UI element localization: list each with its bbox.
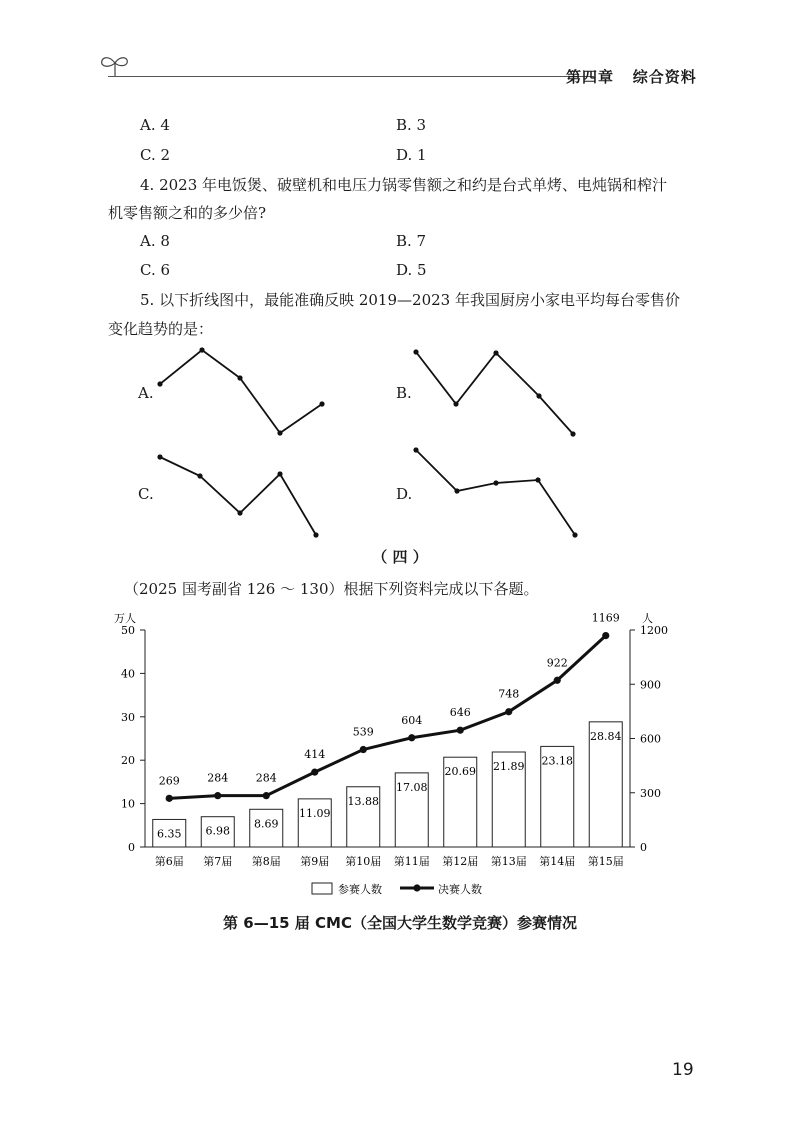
right-axis-tick-label: 1200 — [640, 624, 668, 637]
x-axis-tick-label: 第13届 — [490, 855, 527, 868]
x-axis-tick-label: 第11届 — [393, 855, 430, 868]
q4-text-line2: 机零售额之和的多少倍? — [108, 204, 267, 222]
section-intro: （2025 国考副省 126 ～ 130）根据下列资料完成以下各题。 — [124, 580, 539, 598]
line-point — [554, 677, 561, 684]
line-value-label: 284 — [255, 771, 277, 785]
x-axis-tick-label: 第10届 — [345, 855, 382, 868]
q5-option-b-label: B. — [396, 384, 412, 402]
bar-value-label: 23.18 — [541, 754, 573, 768]
page-number: 19 — [672, 1060, 694, 1080]
line-point — [360, 746, 367, 753]
q5-option-d-label: D. — [396, 485, 413, 503]
line-point — [263, 792, 270, 799]
q5-option-c-label: C. — [138, 485, 154, 503]
bar-value-label: 17.08 — [396, 780, 428, 794]
bar-value-label: 20.69 — [444, 765, 476, 779]
line-value-label: 1169 — [591, 611, 620, 625]
line-value-label: 414 — [304, 748, 326, 762]
x-axis-tick-label: 第12届 — [442, 855, 479, 868]
legend-line-marker — [413, 884, 420, 891]
bar-value-label: 8.69 — [254, 817, 279, 831]
chapter-header: 第四章 综合资料 — [566, 68, 697, 86]
line-point — [311, 769, 318, 776]
q5-text-line1: 5. 以下折线图中，最能准确反映 2019—2023 年我国厨房小家电平均每台零售价 — [140, 291, 680, 309]
q4-option-c: C. 6 — [140, 261, 171, 279]
line-value-label: 646 — [449, 706, 471, 720]
line-point — [602, 632, 609, 639]
line-value-label: 922 — [546, 656, 568, 670]
line-value-label: 284 — [207, 771, 229, 785]
bar-value-label: 6.98 — [205, 824, 230, 838]
right-axis-tick-label: 900 — [640, 678, 661, 692]
q5-option-d-line-chart — [406, 440, 586, 540]
right-axis-tick-label: 600 — [640, 732, 661, 746]
x-axis-tick-label: 第8届 — [251, 855, 281, 868]
q4-text-line1: 4. 2023 年电饭煲、破壁机和电压力锅零售额之和约是台式单烤、电炖锅和榨汁 — [140, 176, 668, 194]
x-axis-tick-label: 第7届 — [203, 855, 233, 868]
x-axis-tick-label: 第15届 — [587, 855, 624, 868]
bar-value-label: 28.84 — [590, 729, 622, 743]
line-value-label: 748 — [498, 687, 520, 701]
bar-value-label: 6.35 — [157, 827, 182, 841]
legend-line-label: 决赛人数 — [438, 883, 482, 896]
line-point — [457, 727, 464, 734]
left-axis-tick-label: 20 — [121, 754, 135, 768]
q4-option-d: D. 5 — [396, 261, 427, 279]
bar-value-label: 13.88 — [347, 794, 379, 808]
line-value-label: 269 — [158, 774, 180, 788]
line-point — [408, 734, 415, 741]
bar-value-label: 21.89 — [493, 759, 525, 773]
line-point — [214, 792, 221, 799]
line-value-label: 539 — [352, 725, 374, 739]
legend-bar-label: 参赛人数 — [338, 883, 382, 896]
line-value-label: 604 — [401, 713, 423, 727]
left-axis-tick-label: 50 — [121, 624, 135, 637]
q3-option-d: D. 1 — [396, 146, 427, 164]
q3-option-a: A. 4 — [140, 116, 170, 134]
left-axis-tick-label: 40 — [121, 667, 135, 681]
q5-option-c-line-chart — [150, 445, 330, 545]
legend-bar-swatch — [312, 883, 332, 894]
right-axis-tick-label: 300 — [640, 786, 661, 800]
cmc-participation-chart — [100, 608, 668, 906]
line-point — [166, 795, 173, 802]
right-axis-tick-label: 0 — [640, 841, 647, 854]
q3-option-c: C. 2 — [140, 146, 171, 164]
left-axis-tick-label: 10 — [121, 797, 135, 811]
x-axis-tick-label: 第6届 — [154, 855, 184, 868]
section-title: （ 四 ） — [372, 548, 428, 566]
q5-option-a-line-chart — [150, 340, 330, 440]
left-axis-unit: 万人 — [114, 612, 136, 625]
q3-option-b: B. 3 — [396, 116, 427, 134]
left-axis-tick-label: 30 — [121, 710, 135, 724]
bar-value-label: 11.09 — [299, 806, 331, 820]
q4-option-a: A. 8 — [140, 232, 170, 250]
q5-option-b-line-chart — [406, 340, 586, 440]
right-axis-unit: 人 — [642, 612, 653, 625]
q5-text-line2: 变化趋势的是： — [108, 320, 214, 338]
chart-title: 第 6—15 届 CMC（全国大学生数学竞赛）参赛情况 — [223, 914, 577, 932]
x-axis-tick-label: 第14届 — [539, 855, 576, 868]
q5-option-a-label: A. — [138, 384, 154, 402]
q4-option-b: B. 7 — [396, 232, 427, 250]
line-point — [505, 708, 512, 715]
x-axis-tick-label: 第9届 — [300, 855, 330, 868]
left-axis-tick-label: 0 — [128, 841, 135, 854]
header-rule — [108, 76, 594, 77]
